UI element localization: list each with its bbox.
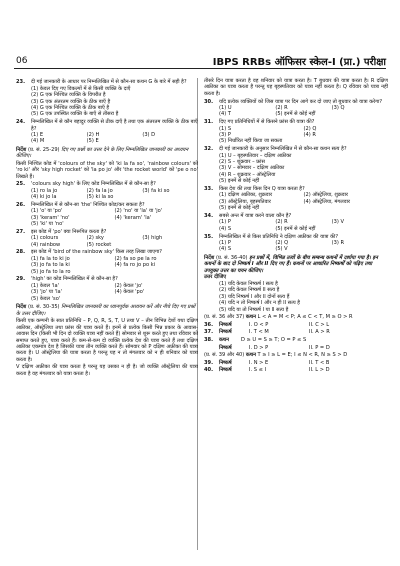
option: (2) G एक निश्चित व्यक्ति के विपरीत है <box>31 92 106 99</box>
option: (3) D <box>142 132 156 138</box>
option: (2) H <box>86 132 100 138</box>
question-35: 35. निम्नलिखित में से किस प्रतिनिधि ने दक्षिण अफ्रीका की यात्रा की? <box>204 233 339 240</box>
option: (1) 'o' या 'po' <box>31 208 63 215</box>
question-27: 27. इस कोड में 'po' क्या निरूपित करता है? <box>16 228 107 235</box>
option: (4) S <box>219 225 232 232</box>
page-title: IBPS RRBs ऑफिसर स्केल-I (प्रा.) परीक्षा <box>212 57 386 68</box>
option: (2) R <box>275 219 288 226</box>
option: (3) fa ki so <box>142 187 170 194</box>
option: (1) E <box>31 132 44 138</box>
question-39: 39. निष्कर्ष I. N > E II. T < B <box>204 359 330 366</box>
options <box>204 240 388 253</box>
options <box>204 126 388 145</box>
code-paragraph: किसी निश्चित कोड में 'colours of the sky' को 'ki la fa so', 'rainbow colours' को 'ro ki' और 'sky high rocket' को 'la po jo' और 'the rocket world' को 'pe o no' लिखते हैं। <box>16 160 198 180</box>
question-33: 33. किस देश की तथा किस दिन Q यात्रा करता है? <box>204 186 305 192</box>
question-34: 34. सबसे अन्त में यात्रा करने वाला कौन है? <box>204 213 292 219</box>
option: (5) 'ki' या 'no' <box>31 221 64 228</box>
option: (3) jo fa to la ki <box>31 262 70 269</box>
answer-key: (5) यदि या तो निष्कर्ष I या II सत्य है <box>219 306 289 313</box>
options <box>16 256 198 275</box>
option: (1) U – बृहस्पतिवार – दक्षिण अफ्रीका <box>219 152 292 159</box>
option: (4) 'keram' 'la' <box>114 214 152 221</box>
left-column <box>16 78 198 377</box>
option: (5) इनमें से कोई नहीं <box>219 205 260 212</box>
header-rule <box>14 68 386 69</box>
option: (1) P <box>219 240 231 246</box>
question-24: 24. निम्नलिखित में से कौन बहादुर व्यक्ति से ठीक दाएँ है तथा एक अंतरतम व्यक्ति के ठीक बाएँ है? <box>16 119 198 132</box>
option: (5) इनमें से कोई नहीं <box>219 178 260 185</box>
option: (1) P <box>219 219 231 226</box>
option: (1) केवल 'la' <box>31 282 59 289</box>
option: (5) E <box>86 138 99 145</box>
option: (5) G एक उपस्थित व्यक्ति के बाएँ से तीसरा है <box>31 111 119 118</box>
direction-25-29: निर्देश (प्र. सं. 25-29) दिए गए प्रश्नों का उत्तर देने के लिए निम्नलिखित जानकारी का अध्ययन कीजिए। <box>16 146 189 160</box>
question-25: 25. 'colours sky high' के लिए कोड निम्नलिखित में से कौन-सा है? <box>16 181 156 188</box>
question-36: 36. निष्कर्ष I. O < P II. C > L <box>204 321 330 328</box>
direction-36-40: निर्देश (प्र. सं. 36-40) इन प्रश्नों में, विभिन्न तत्वों के बीच सम्बन्ध कथनों में दर्शाया गया है। इन कथनों के बाद दो निष्कर्ष I और II दिए गए हैं। कथनों पर आधारित निष्कर्षों को पढ़िए तथा उपयुक्त उत्तर का चयन कीजिए। <box>204 254 378 274</box>
option: (2) R <box>275 105 288 111</box>
option: (2) 'no' या 'la' या 'jo' <box>114 208 163 215</box>
options <box>16 132 198 145</box>
option: (4) केवल 'po' <box>114 289 145 296</box>
question-37: 37. निष्कर्ष I. T < M II. A > R <box>204 329 330 336</box>
option: (2) S – शुक्रवार – फ्रांस <box>219 159 265 165</box>
option: (3) Q <box>331 105 345 111</box>
puzzle-paragraph-cont: V दक्षिण अफ्रीका की यात्रा करता है परन्तु यह उसका न ही है। जो व्यक्ति ऑस्ट्रेलिया की यात्रा करता है वह मंगलवार को यात्रा करता है। <box>16 364 198 377</box>
option: (2) fa so pe la ro <box>114 255 157 262</box>
option: (1) S <box>219 125 232 132</box>
option: (2) sky <box>86 235 104 242</box>
option: (1) fa la to ki jo <box>31 255 70 262</box>
option: (5) jo fa to la ro <box>31 268 71 275</box>
answer-key: (1) यदि केवल निष्कर्ष I सत्य है <box>219 280 278 287</box>
option: (2) fa la jo <box>86 187 113 194</box>
option: (4) R <box>303 132 316 138</box>
option: (4) rainbow <box>31 241 61 248</box>
options <box>16 235 198 248</box>
option: (1) केवल दिए गए विकल्पों में से किसी व्यक्ति के दाएँ <box>31 85 131 92</box>
option: (5) rocket <box>86 241 112 248</box>
question-23: 23. दी गई जानकारी के आधार पर निम्नलिखित में से कौन-सा कथन G के बारे में सही है? <box>16 79 187 86</box>
option: (5) निर्धारित नहीं किया जा सकता <box>219 138 283 145</box>
option: (4) M <box>31 138 45 145</box>
option: (5) V <box>275 246 288 253</box>
options <box>204 192 388 211</box>
option: (4) fa ro jo po ki <box>114 262 156 269</box>
option: (1) ro la jo <box>31 187 58 194</box>
answer-key: (4) यदि न तो निष्कर्ष I और न ही II सत्य है <box>219 300 300 307</box>
option: (3) P <box>219 132 231 138</box>
option: (3) R <box>331 240 345 246</box>
option: (3) V – सोमवार – दक्षिण अफ्रीका <box>219 165 285 172</box>
options <box>16 283 198 302</box>
right-column <box>204 78 388 374</box>
option: (3) V <box>331 219 344 226</box>
answer-key: (2) यदि केवल निष्कर्ष II सत्य है <box>219 287 280 294</box>
puzzle-paragraph-end: तीसरे दिन यात्रा करता है वह शनिवार को यात्रा करता है। T बुधवार की यात्रा करता है। R दक्षिण अफ्रीका का यात्रा करता है परन्तु यह बृहस्पतिवार को यात्रा नहीं करता है। Q रविवार को यात्रा नहीं करता है। <box>204 78 388 97</box>
option: (4) S <box>219 246 232 253</box>
option: (3) 'jo' या 'la' <box>31 289 63 296</box>
question-31: 31. दिए गए प्रतिनिधियों में से किसने फ्रांस की यात्रा की? <box>204 119 315 126</box>
direction-30-35: निर्देश (प्र. सं. 30-35) निम्नलिखित जानकारी का ध्यानपूर्वक अध्ययन करें और नीचे दिए गए प्रश्नों के उत्तर दीजिए। <box>16 304 196 317</box>
options <box>16 188 198 201</box>
puzzle-paragraph: किसी एक कम्पनी के सात प्रतिनिधि – P, Q, R, S, T, U तथा V – तीन विभिन्न देशों यथा दक्षिण अफ्रीका, ऑस्ट्रेलिया तथा फ्रांस की यात्रा करते हैं। इनमें से प्रत्येक किसी भिन्न प्रकार के आवास-आवास दिन (किसी भी दिन दो व्यक्ति यात्रा नहीं करते हैं) सोमवार से शुरू करते हुए तथा रविवार को समाप्त करते हुए, यात्रा करते हैं। कम-से-कम दो व्यक्ति प्रत्येक देश की यात्रा करते हैं तथा दक्षिण अफ्रीका एकमात्र देश है जिसकी यात्रा तीन व्यक्ति करते हैं। सोमवार को P दक्षिण अफ्रीका की यात्रा करता है। U ऑस्ट्रेलिया की यात्रा करता है परन्तु यह न तो मंगलवार को न ही शनिवार को यात्रा करता है। <box>16 318 198 363</box>
option: (4) T <box>219 111 231 118</box>
statement-39-40: (प्र. सं. 39 और 40) कथन T ≥ I ≥ L = E; I ≤ N < R, N ≥ S > D <box>204 352 348 358</box>
page-number: 06 <box>16 56 28 66</box>
option: (4) R – शुक्रवार – ऑस्ट्रेलिया <box>219 171 276 178</box>
option: (2) ऑस्ट्रेलिया, शुक्रवार <box>303 192 348 199</box>
option: (3) 'keram' 'no' <box>31 214 70 221</box>
option: (4) ki jo la <box>31 194 57 201</box>
question-38-conclusions: निष्कर्ष I. D > P II. P = D <box>219 344 330 351</box>
option: (2) केवल 'jo' <box>114 282 143 289</box>
question-29: 29. 'high' का कोड निम्नलिखित में से कौन-सा है? <box>16 276 118 283</box>
option: (3) ऑस्ट्रेलिया, बृहस्पतिवार <box>219 198 271 205</box>
option: (5) इनमें से कोई नहीं <box>275 225 316 232</box>
option: (2) Q <box>275 240 289 246</box>
option: (2) Q <box>303 125 317 132</box>
question-38: 38. कथन D ≥ U = S ≥ T; O = P ≤ S <box>204 336 307 343</box>
option: (1) दक्षिण अफ्रीका, शुक्रवार <box>219 192 273 199</box>
option: (4) G एक निश्चित व्यक्ति के ठीक बाएँ है <box>31 105 110 111</box>
answers-label: उत्तर दीजिए <box>204 274 227 281</box>
option: (3) high <box>142 235 163 242</box>
option: (3) G एक अंतरतम व्यक्ति के ठीक बाएँ है <box>31 98 111 105</box>
option: (1) colours <box>31 235 59 242</box>
question-30: 30. यदि प्रत्येक व्यक्तियों को जिस यात्रा पर दिन आगे कर दो जाए तो बुधवार को यात्रा करेगा? <box>204 98 383 105</box>
option: (4) ऑस्ट्रेलिया, मंगलवार <box>303 198 350 205</box>
option: (5) इनमें से कोई नहीं <box>275 111 316 118</box>
answer-key: (3) यदि निष्कर्ष I और II दोनों सत्य हैं <box>219 293 290 300</box>
options <box>16 208 198 227</box>
option: (5) केवल 'so' <box>31 295 61 302</box>
option: (1) U <box>219 105 232 111</box>
question-26: 26. निम्नलिखित में से कौन-सा 'the' निश्चित कोड/कर सकता है? <box>16 201 145 208</box>
options <box>204 105 388 118</box>
statement-36-37: (प्र. सं. 36 और 37) कथन L < A = M < P; A ≤ C < T, M ≥ O > R <box>204 313 353 320</box>
question-32: 32. दी गई जानकारी के अनुसार निम्नलिखित में से कौन-सा कथन सत्य है? <box>204 146 347 153</box>
option: (5) ki la so <box>86 194 114 201</box>
options <box>204 219 388 232</box>
question-28: 28. इस कोड में 'bird of the rainbow sky' किस तरह लिखा जाएगा? <box>16 249 162 256</box>
question-40: 40. निष्कर्ष I. S ≤ I II. L > D <box>204 367 330 374</box>
